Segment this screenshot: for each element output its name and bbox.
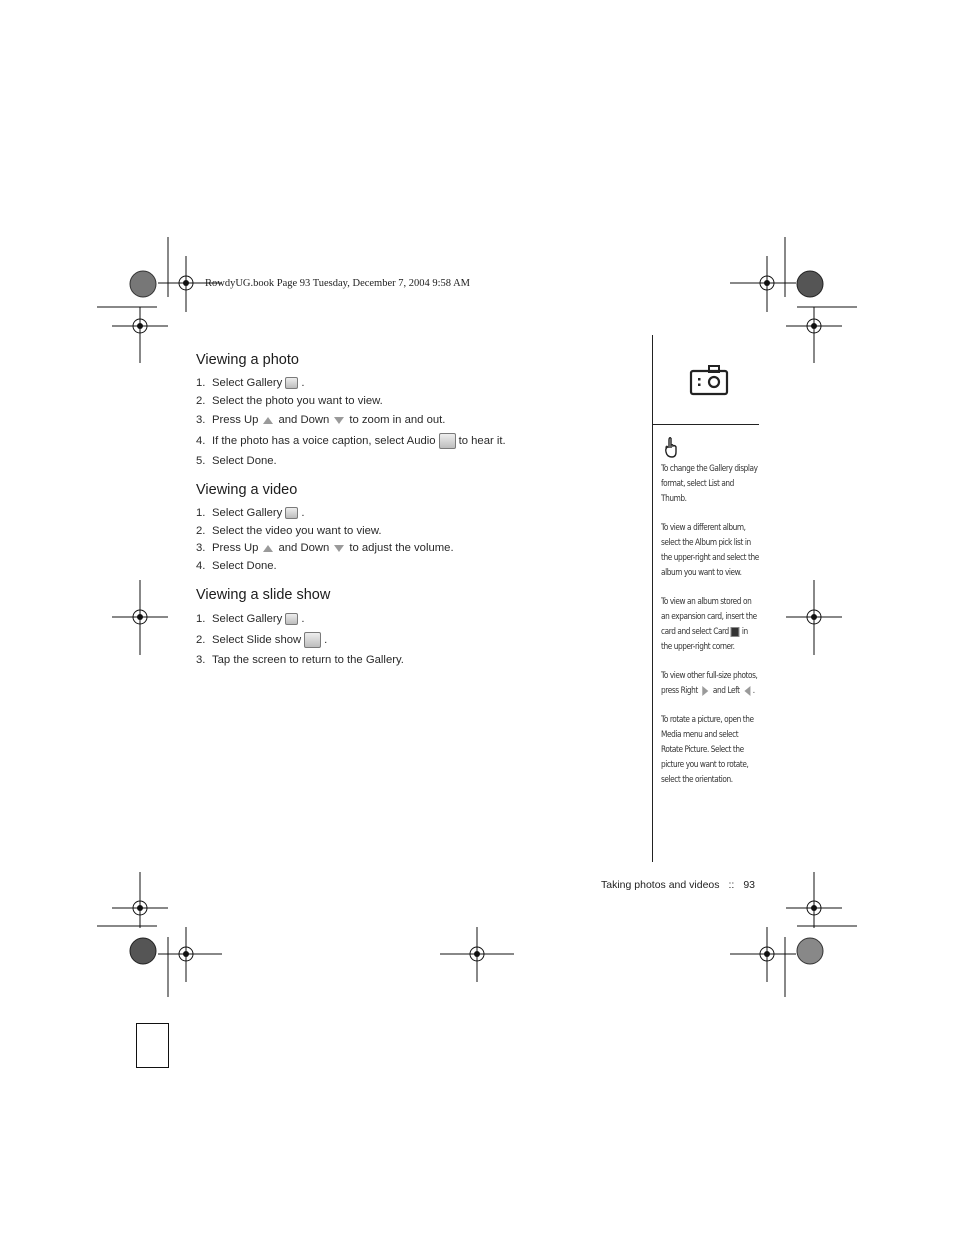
step: 2. Select the video you want to view. bbox=[196, 524, 382, 537]
gallery-icon bbox=[285, 377, 298, 389]
section-viewing-photo bbox=[196, 350, 626, 470]
section-viewing-video bbox=[196, 480, 626, 575]
main-content bbox=[196, 350, 626, 679]
tip: To rotate a picture, open the Media menu and select Rotate Picture. Select the picture you want to rotate, select the orientation. bbox=[661, 715, 754, 785]
step: 1. Select Gallery . bbox=[196, 377, 305, 389]
steps-list bbox=[196, 374, 626, 470]
gallery-icon bbox=[285, 507, 298, 519]
step: 2. Select Slide show . bbox=[196, 634, 328, 646]
step: 2. Select the photo you want to view. bbox=[196, 395, 383, 407]
up-arrow-icon bbox=[263, 545, 273, 552]
audio-icon bbox=[439, 433, 456, 449]
step: 3. Press Up and Down to adjust the volume. bbox=[196, 542, 454, 554]
left-arrow-icon bbox=[744, 686, 750, 696]
step: 4. If the photo has a voice caption, select Audio to hear it. bbox=[196, 435, 506, 447]
tip: To view an album stored on an expansion card, insert the card and select Card in the upper-right corner. bbox=[661, 597, 757, 652]
tip: To view other full-size photos, press Right and Left . bbox=[661, 671, 758, 696]
page-number: 93 bbox=[743, 879, 756, 891]
card-icon bbox=[731, 627, 740, 637]
sidebar-rule bbox=[652, 335, 653, 862]
page-footer bbox=[601, 879, 755, 891]
print-header: RowdyUG.book Page 93 Tuesday, December 7, 2004 9:58 AM bbox=[205, 278, 471, 289]
down-arrow-icon bbox=[334, 545, 344, 552]
tip: To change the Gallery display format, select List and Thumb. bbox=[661, 464, 758, 504]
section-title: Viewing a slide show bbox=[196, 587, 331, 603]
footer-section: Taking photos and videos bbox=[601, 879, 720, 891]
step: 3. Tap the screen to return to the Gallery. bbox=[196, 654, 404, 666]
up-arrow-icon bbox=[263, 417, 273, 424]
gallery-icon bbox=[285, 613, 298, 625]
step: 4. Select Done. bbox=[196, 560, 277, 572]
section-title: Viewing a video bbox=[196, 482, 298, 498]
corner-box bbox=[136, 1023, 169, 1068]
section-title: Viewing a photo bbox=[196, 352, 299, 368]
steps-list bbox=[196, 504, 626, 575]
step: 1. Select Gallery . bbox=[196, 507, 305, 519]
slideshow-icon bbox=[304, 632, 321, 648]
steps-list bbox=[196, 609, 626, 669]
section-viewing-slideshow bbox=[196, 585, 626, 669]
sidebar-divider bbox=[652, 424, 759, 425]
down-arrow-icon bbox=[334, 417, 344, 424]
tip: To view a different album, select the Album pick list in the upper-right and select the album you want to view. bbox=[661, 523, 759, 578]
right-arrow-icon bbox=[702, 686, 708, 696]
sidebar-tips bbox=[661, 462, 759, 802]
step: 1. Select Gallery . bbox=[196, 613, 305, 625]
step: 3. Press Up and Down to zoom in and out. bbox=[196, 414, 446, 426]
footer-separator: :: bbox=[728, 879, 735, 891]
step: 5. Select Done. bbox=[196, 455, 277, 467]
pointing-hand-icon bbox=[662, 436, 680, 460]
camera-icon bbox=[689, 364, 729, 396]
